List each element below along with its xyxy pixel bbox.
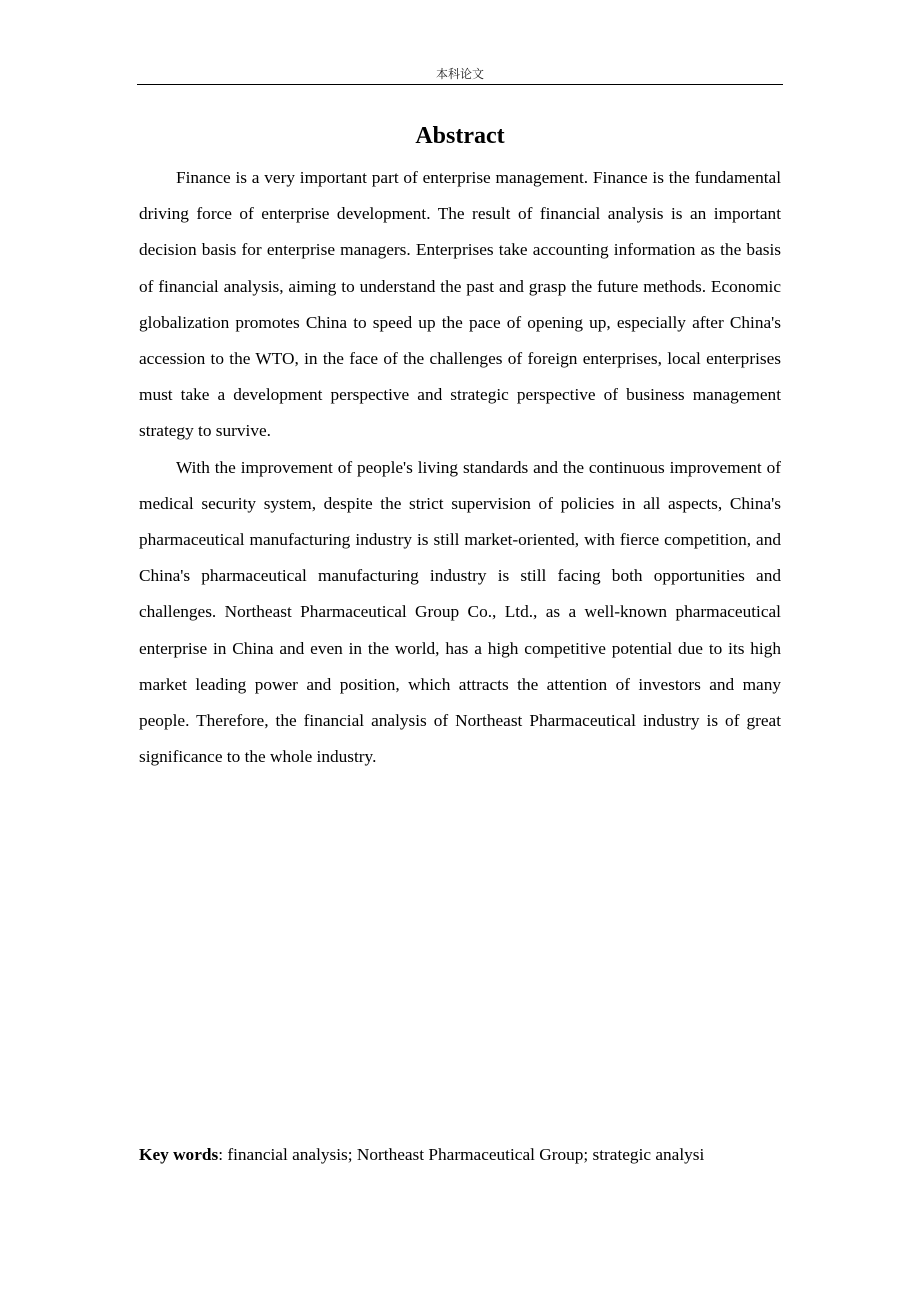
abstract-paragraph-1: Finance is a very important part of enterprise management. Finance is the fundamental driving force of enterprise development. The result of financial analysis is an important decision basis for enterprise managers. Enterprises take accounting information as the basis of financial analysis, aiming to understand the past and grasp the future methods. Economic globalization promotes China to speed up the pace of opening up, especially after China's accession to the WTO, in the face of the challenges of foreign enterprises, local enterprises must take a development perspective and strategic perspective of business management strategy to survive.	[139, 168, 781, 441]
abstract-body	[139, 160, 781, 775]
abstract-paragraph-2: With the improvement of people's living standards and the continuous improvement of medical security system, despite the strict supervision of policies in all aspects, China's pharmaceutical manufacturing industry is still market-oriented, with fierce competition, and China's pharmaceutical manufacturing industry is still facing both opportunities and challenges. Northeast Pharmaceutical Group Co., Ltd., as a well-known pharmaceutical enterprise in China and even in the world, has a high competitive potential due to its high market leading power and position, which attracts the attention of investors and many people. Therefore, the financial analysis of Northeast Pharmaceutical industry is of great significance to the whole industry.	[139, 457, 781, 767]
keywords-label: Key words	[139, 1145, 219, 1164]
abstract-title: Abstract	[415, 123, 505, 149]
running-header: 本科论文	[435, 67, 484, 81]
keywords-text: financial analysis; Northeast Pharmaceutical Group; strategic analysi	[227, 1145, 705, 1164]
keywords-line	[139, 1137, 819, 1173]
header-rule	[137, 84, 783, 85]
keywords-separator: :	[218, 1145, 228, 1164]
